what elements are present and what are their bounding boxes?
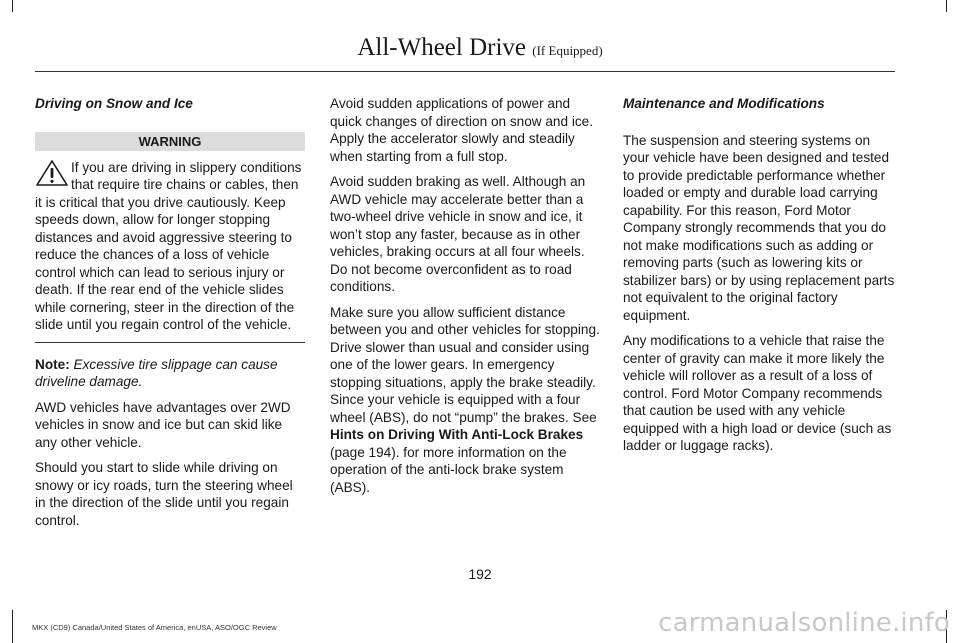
paragraph-awd-advantages: AWD vehicles have advantages over 2WD vehicles in snow and ice but can skid like any other vehicle.	[35, 399, 291, 450]
page-title	[0, 34, 960, 62]
warning-text: If you are driving in slippery conditions that require tire chains or cables, then it is critical that you drive cautiously. Keep speeds down, allow for longer stopping distances and avoid aggressive steering to reduce the chances of a loss of vehicle control which can lead to serious injury or death. If the rear end of the vehicle slides while cornering, steer in the direction of the slide until you regain control of the vehicle.	[35, 159, 302, 332]
note-text: Excessive tire slippage can cause driveline damage.	[35, 356, 278, 389]
warning-label: WARNING	[35, 132, 305, 151]
paragraph-slide-steering: Should you start to slide while driving on snowy or icy roads, turn the steering wheel in the direction of the slide until you regain control.	[35, 460, 293, 528]
warning-box	[35, 159, 305, 334]
document-info: MKX (CD9) Canada/United States of America, enUSA, ASO/OGC Review	[32, 623, 277, 632]
stopping-text-before: Make sure you allow sufficient distance between you and other vehicles for stopping. Drive slower than usual and consider using one of the lower gears. In emergency stopping situations, apply the brake steadily. Since your vehicle is equipped with a four wheel (ABS), do not “pump” the brakes. See	[330, 304, 600, 425]
column-middle	[330, 95, 602, 504]
warning-divider	[35, 342, 305, 343]
column-right	[623, 95, 895, 463]
note-label: Note:	[35, 356, 70, 372]
header-divider	[35, 71, 895, 72]
watermark: carmanualsonline.info	[658, 608, 950, 638]
crop-mark-top-right	[946, 0, 947, 12]
paragraph-modifications: Any modifications to a vehicle that raise the center of gravity can make it more likely the vehicle will rollover as a result of a loss of control. Ford Motor Company recommends that caution be used with any vehicle equipped with a high load or device (such as ladder or luggage racks).	[623, 333, 892, 453]
crop-mark-bottom-left	[12, 610, 13, 643]
paragraph-stopping-distance	[330, 304, 602, 497]
section-heading-snow-ice: Driving on Snow and Ice	[35, 96, 193, 111]
warning-triangle-icon	[35, 159, 69, 187]
paragraph-avoid-power: Avoid sudden applications of power and quick changes of direction on snow and ice. Apply the accelerator slowly and steadily when starting from a full stop.	[330, 96, 593, 164]
column-left	[35, 95, 305, 537]
paragraph-avoid-braking: Avoid sudden braking as well. Although an AWD vehicle may accelerate better than a two-wheel drive vehicle in snow and ice, it won’t stop any faster, because as in other vehicles, braking occurs at all four wheels. Do not become overconfident as to road conditions.	[330, 174, 586, 294]
paragraph-suspension: The suspension and steering systems on your vehicle have been designed and tested to provide predictable performance whether loaded or empty and durable load carrying capability. For this reason, Ford Motor Company strongly recommends that you do not make modifications such as adding or removing parts (such as lowering kits or stabilizer bars) or by using replacement parts not equivalent to the original factory equipment.	[623, 132, 895, 323]
section-heading-maintenance: Maintenance and Modifications	[623, 96, 825, 111]
page-title-subtitle: (If Equipped)	[532, 43, 603, 58]
crop-mark-top-left	[12, 0, 13, 12]
anti-lock-brakes-link[interactable]: Hints on Driving With Anti-Lock Brakes	[330, 427, 584, 442]
stopping-text-after: (page 194). for more information on the operation of the anti-lock brake system (ABS).	[330, 444, 567, 495]
page-number: 192	[468, 566, 492, 582]
note-paragraph	[35, 356, 305, 391]
page-title-main: All-Wheel Drive	[357, 34, 527, 61]
